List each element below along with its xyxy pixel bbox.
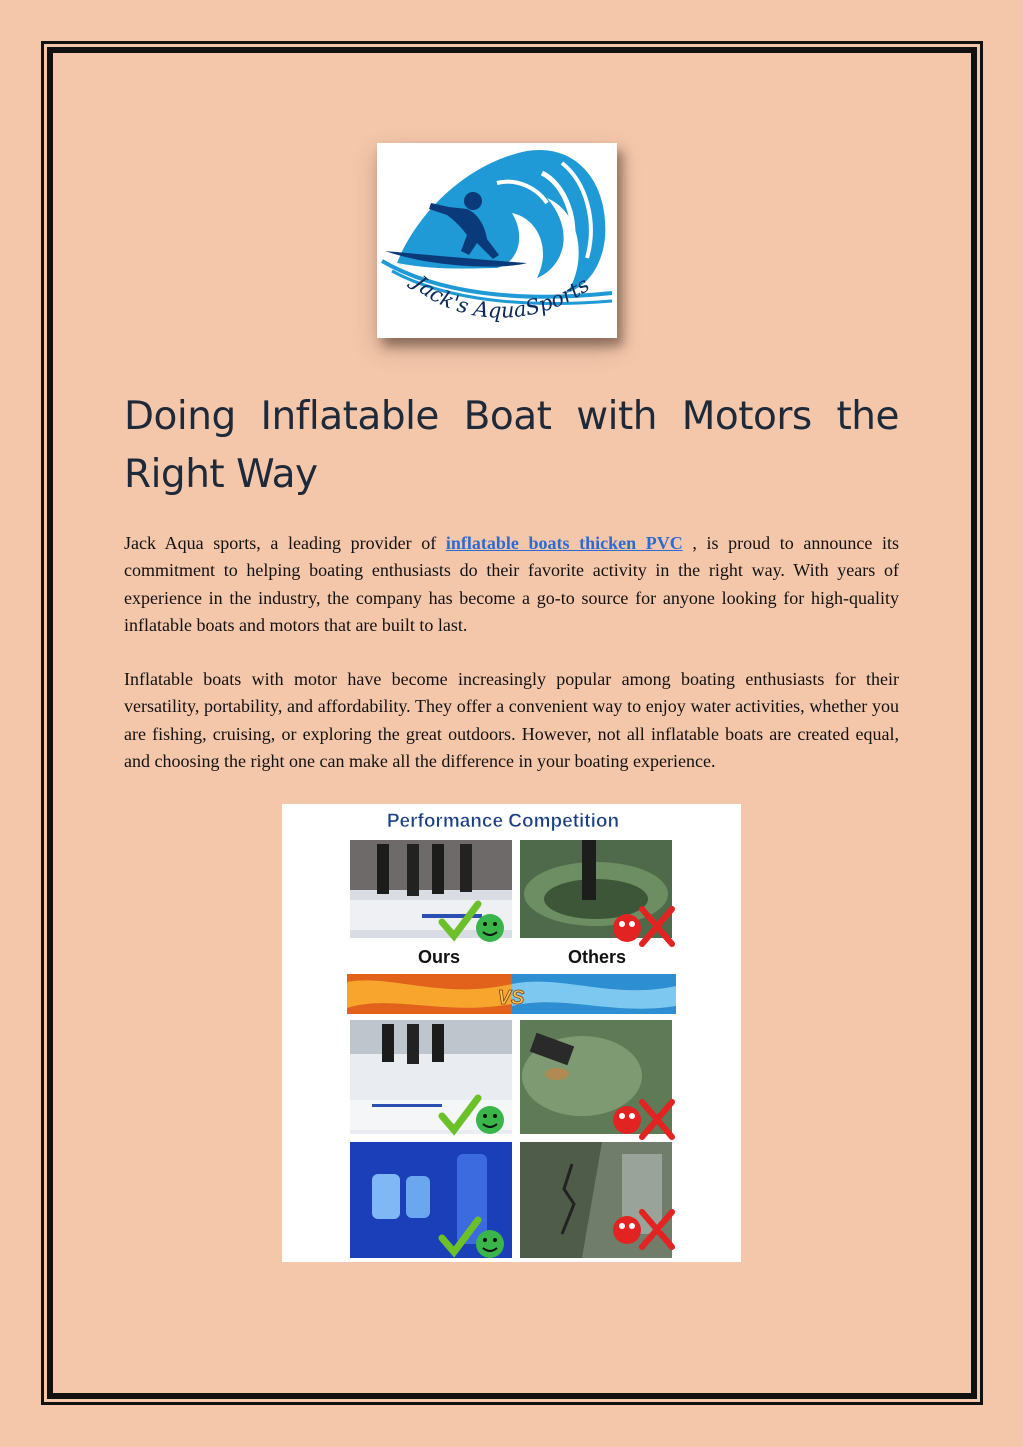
inflatable-boats-link[interactable]: inflatable boats thicken PVC (445, 533, 683, 553)
others-photo-2 (520, 1020, 672, 1134)
article-title: Doing Inflatable Boat with Motors the Right Way (124, 394, 899, 497)
intro-text-end: , is proud to announce its commitment to helping boating enthusiasts do their favorite activity in the right way. With years of experience in the industry, the company has become a go-to source for anyone looking for high-quality inflatable boats and motors that are built to last. (124, 533, 899, 635)
brand-logo (377, 143, 617, 338)
intro-paragraph (124, 530, 899, 639)
performance-comparison-image (282, 804, 741, 1262)
others-label: Others (567, 947, 627, 967)
comparison-heading: Performance Competition (386, 811, 620, 832)
versus-banner (347, 974, 676, 1014)
ours-label: Ours (417, 947, 461, 967)
brand-name: Jack's AquaSports (408, 270, 594, 323)
versus-text: VS (497, 987, 525, 1009)
others-photo-1 (520, 840, 672, 938)
intro-text-start: Jack Aqua sports, a leading provider of (124, 533, 446, 553)
body-paragraph: Inflatable boats with motor have become increasingly popular among boating enthusiasts for their versatility, portability, and affordability. They offer a convenient way to enjoy water activities, whether you are fishing, cruising, or exploring the great outdoors. However, not all inflatable boats are created equal, and choosing the right one can make all the difference in your boating experience. (124, 669, 899, 771)
